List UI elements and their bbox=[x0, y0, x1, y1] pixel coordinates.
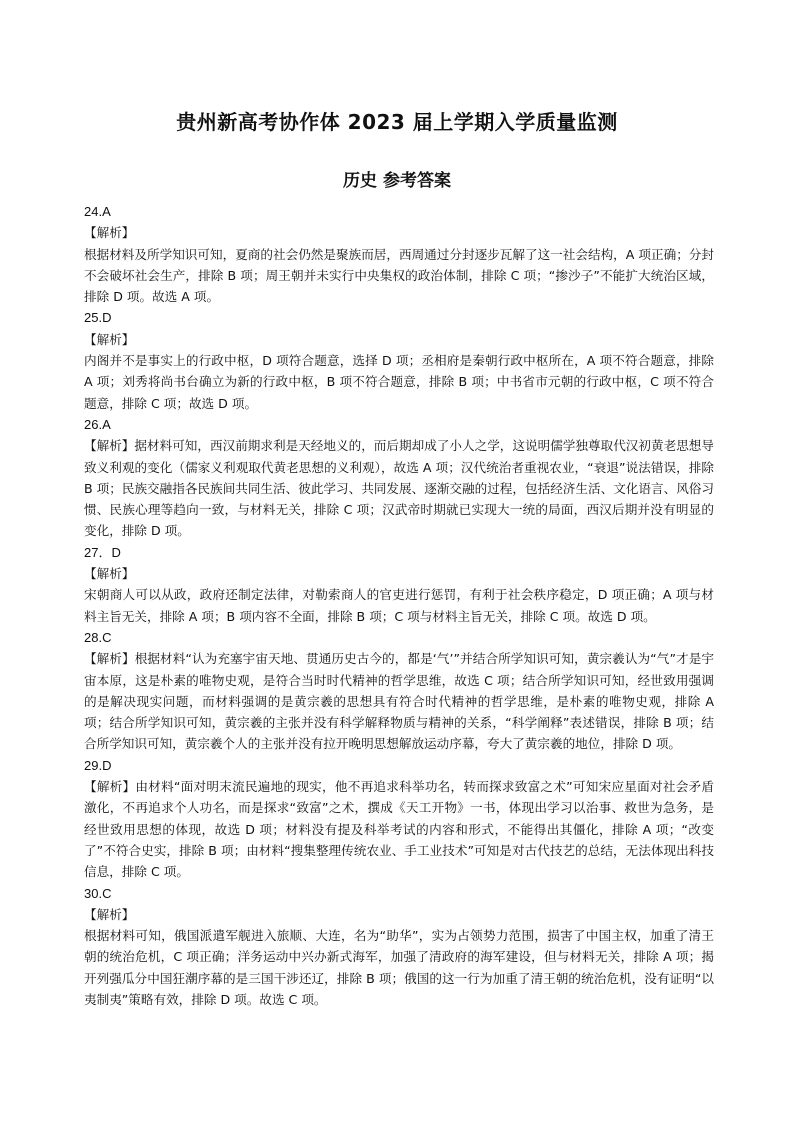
answer-item-30 bbox=[84, 883, 714, 1011]
analysis-tag: 【解析】 bbox=[84, 225, 135, 241]
answer-item-29 bbox=[84, 755, 714, 883]
page-subtitle: 历史 参考答案 bbox=[343, 171, 451, 191]
question-number: 26.A bbox=[84, 416, 111, 432]
analysis-text: 据材料可知，西汉前期求利是天经地义的，而后期却成了小人之学，这说明儒学独尊取代汉初黄老思想导致义利观的变化（儒家义利观取代黄老思想的义利观），故选 A 项；汉代统治者重视农业，“衰退”说法错误，排除 B 项；民族交融指各民族间共同生活、彼此学习、共同发展、逐渐交融的过程，包括经济生活、文化语言、风俗习惯、民族心理等趋向一致，与材料无关，排除 C 项；汉武帝时期就已实现大一统的局面，西汉后期并没有明显的变化，排除 D 项。 bbox=[84, 438, 715, 539]
answer-list bbox=[84, 201, 714, 1010]
analysis-text: 根据材料“认为充塞宇宙天地、贯通历史古今的，都是‘气’”并结合所学知识可知，黄宗羲认为“气”才是宇宙本原，这是朴素的唯物史观，是符合当时时代精神的哲学思维，故选 C 项；结合所学知识可知，经世致用强调的是解决现实问题，而材料强调的是黄宗羲的思想具有符合时代精神的哲学思维，是朴素的唯物史观，排除 A 项；结合所学知识可知，黄宗羲的主张并没有科学解释物质与精神的关系，“科学阐释”表述错误，排除 B 项；结合所学知识可知，黄宗羲个人的主张并没有拉开晚明思想解放运动序幕，夸大了黄宗羲的地位，排除 D 项。 bbox=[84, 651, 714, 752]
answer-item-26 bbox=[84, 414, 714, 542]
analysis-tag: 【解析】 bbox=[84, 779, 136, 795]
analysis-tag: 【解析】 bbox=[84, 438, 135, 454]
analysis-paragraph bbox=[84, 648, 714, 754]
analysis-text: 宋朝商人可以从政，政府还制定法律，对勒索商人的官吏进行惩罚，有利于社会秩序稳定，D 项正确；A 项与材料主旨无关，排除 A 项；B 项内容不全面，排除 B 项；C 项与材料主旨无关，排除 C 项。故选 D 项。 bbox=[84, 587, 714, 624]
analysis-tag: 【解析】 bbox=[84, 331, 135, 347]
answer-item-28 bbox=[84, 627, 714, 755]
question-number: 29.D bbox=[84, 757, 112, 773]
answer-item-24 bbox=[84, 201, 714, 307]
answer-item-25 bbox=[84, 307, 714, 413]
analysis-paragraph bbox=[84, 435, 714, 541]
question-number: 28.C bbox=[84, 629, 112, 645]
analysis-text: 根据材料可知，俄国派遣军舰进入旅顺、大连，名为“助华”，实为占领势力范围，损害了中国主权，加重了清王朝的统治危机，C 项正确；洋务运动中兴办新式海军，加强了清政府的海军建设，但与材料无关，排除 A 项；揭开列强瓜分中国狂潮序幕的是三国干涉还辽，排除 B 项；俄国的这一行为加重了清王朝的统治危机，没有证明“以夷制夷”策略有效，排除 D 项。故选 C 项。 bbox=[84, 928, 714, 1007]
analysis-text: 内阁并不是事实上的行政中枢，D 项符合题意，选择 D 项；丞相府是秦朝行政中枢所在，A 项不符合题意，排除 A 项；刘秀将尚书台确立为新的行政中枢，B 项不符合题意，排除 B 项；中书省市元朝的行政中枢，C 项不符合题意，排除 C 项；故选 D 项。 bbox=[84, 353, 714, 411]
page-title: 贵州新高考协作体 2023 届上学期入学质量监测 bbox=[176, 110, 618, 134]
analysis-text: 由材料“面对明末流民遍地的现实，他不再追求科举功名，转而探求致富之术”可知宋应星面对社会矛盾激化，不再追求个人功名，而是探求“致富”之术，撰成《天工开物》一书，体现出学习以治事、救世为急务，是经世致用思想的体现，故选 D 项；材料没有提及科举考试的内容和形式，不能得出其僵化，排除 A 项；“改变了”不符合史实，排除 B 项；由材料“搜集整理传统农业、手工业技术”可知是对古代技艺的总结，无法体现出科技信息，排除 C 项。 bbox=[84, 779, 714, 880]
analysis-tag: 【解析】 bbox=[84, 651, 135, 667]
question-number: 24.A bbox=[84, 204, 111, 219]
question-number: 27．D bbox=[84, 544, 121, 560]
question-number: 25.D bbox=[84, 310, 112, 326]
analysis-text: 根据材料及所学知识可知，夏商的社会仍然是聚族而居，西周通过分封逐步瓦解了这一社会结构，A 项正确；分封不会破坏社会生产，排除 B 项；周王朝并未实行中央集权的政治体制，排除 C 项；“掺沙子”不能扩大统治区域，排除 D 项。故选 A 项。 bbox=[84, 246, 714, 305]
analysis-tag: 【解析】 bbox=[84, 906, 135, 922]
analysis-tag: 【解析】 bbox=[84, 566, 135, 582]
question-number: 30.C bbox=[84, 885, 112, 901]
analysis-paragraph bbox=[84, 776, 714, 882]
answer-item-27 bbox=[84, 542, 714, 627]
